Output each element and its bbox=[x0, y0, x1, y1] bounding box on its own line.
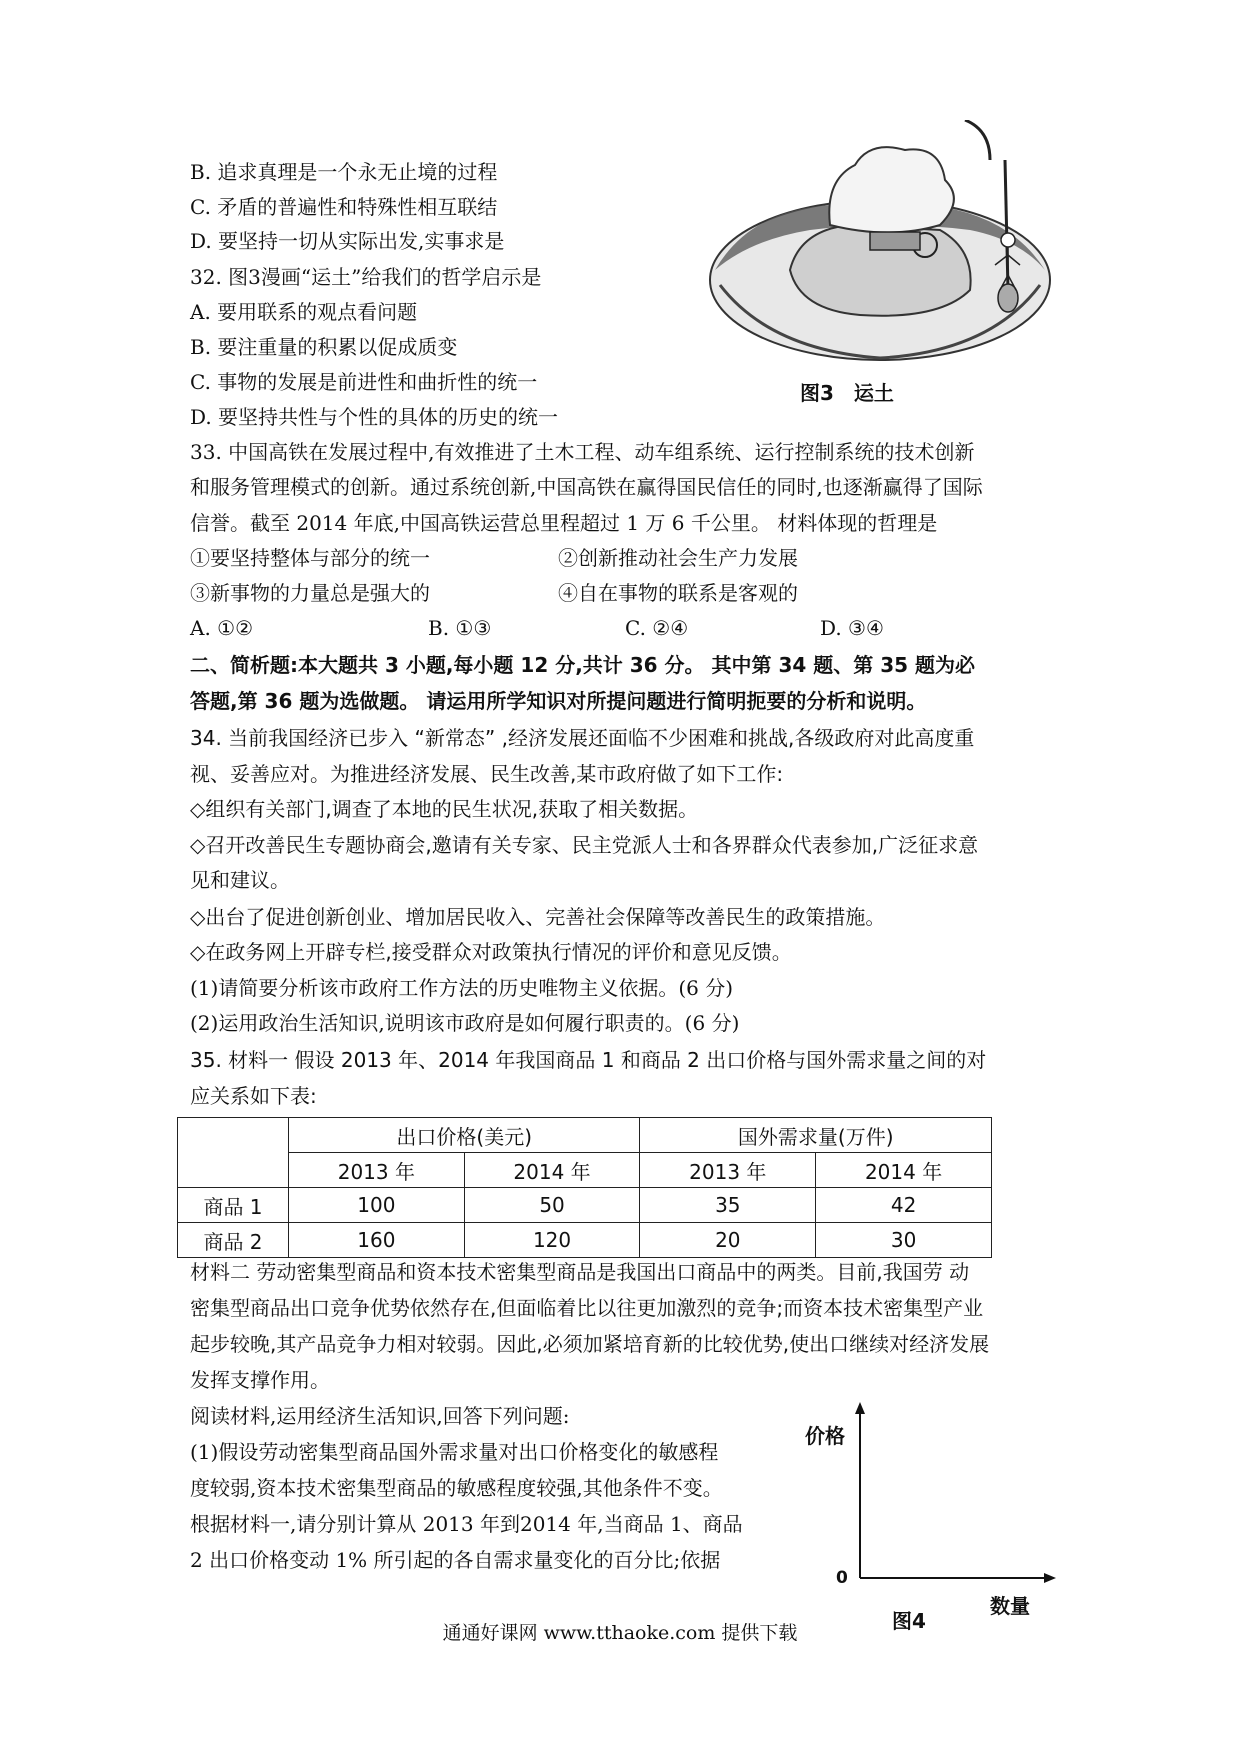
q33-statement-4: ④自在事物的联系是客观的 bbox=[558, 581, 798, 605]
q35-read-instruction: 阅读材料,运用经济生活知识,回答下列问题: bbox=[190, 1404, 570, 1428]
figure4-caption: 图4 bbox=[892, 1609, 926, 1633]
figure3-cartoon bbox=[690, 120, 1070, 380]
q34-bullet-2b: 见和建议。 bbox=[190, 868, 290, 892]
q34-line-1: 34. 当前我国经济已步入 “新常态” ,经济发展还面临不少困难和挑战,各级政府对此高度重 bbox=[190, 726, 975, 750]
q32-option-a: A. 要用联系的观点看问题 bbox=[190, 300, 418, 324]
table-cell: 42 bbox=[816, 1188, 992, 1223]
table-cell: 20 bbox=[640, 1223, 816, 1258]
table-cell: 35 bbox=[640, 1188, 816, 1223]
figure4-origin-label: 0 bbox=[836, 1568, 848, 1588]
table-year-header: 2014 年 bbox=[464, 1153, 640, 1188]
q34-subquestion-1: (1)请简要分析该市政府工作方法的历史唯物主义依据。(6 分) bbox=[190, 976, 734, 1000]
table-cell: 100 bbox=[289, 1188, 465, 1223]
table-row bbox=[178, 1223, 992, 1258]
table-year-header: 2013 年 bbox=[640, 1153, 816, 1188]
table-row bbox=[178, 1188, 992, 1223]
q35-line-2: 应关系如下表: bbox=[190, 1084, 317, 1108]
q35-material2-line-2: 密集型商品出口竞争优势依然存在,但面临着比以往更加激烈的竞争;而资本技术密集型产业 bbox=[190, 1296, 984, 1320]
q35-sub1-line-3: 根据材料一,请分别计算从 2013 年到2014 年,当商品 1、商品 bbox=[190, 1512, 743, 1536]
q34-subquestion-2: (2)运用政治生活知识,说明该市政府是如何履行职责的。(6 分) bbox=[190, 1011, 740, 1035]
q31-option-c: C. 矛盾的普遍性和特殊性相互联结 bbox=[190, 195, 498, 219]
table-group-header-price: 出口价格(美元) bbox=[289, 1118, 640, 1153]
q33-statement-1: ①要坚持整体与部分的统一 bbox=[190, 546, 430, 570]
figure3-caption: 图3 运土 bbox=[800, 381, 894, 405]
q34-line-2: 视、妥善应对。为推进经济发展、民生改善,某市政府做了如下工作: bbox=[190, 762, 784, 786]
q32-option-d: D. 要坚持共性与个性的具体的历史的统一 bbox=[190, 405, 559, 429]
q34-bullet-1: ◇组织有关部门,调查了本地的民生状况,获取了相关数据。 bbox=[190, 797, 699, 821]
table-row-label: 商品 1 bbox=[178, 1188, 289, 1223]
q34-bullet-3: ◇出台了促进创新创业、增加居民收入、完善社会保障等改善民生的政策措施。 bbox=[190, 905, 886, 929]
price-demand-table bbox=[177, 1117, 992, 1258]
table-cell: 30 bbox=[816, 1223, 992, 1258]
page-footer: 通通好课网 www.tthaoke.com 提供下载 bbox=[442, 1622, 798, 1644]
q33-option-a: A. ①② bbox=[190, 616, 254, 640]
q35-material2-line-1: 材料二 劳动密集型商品和资本技术密集型商品是我国出口商品中的两类。目前,我国劳 动 bbox=[190, 1260, 970, 1284]
table-year-header: 2013 年 bbox=[289, 1153, 465, 1188]
table-corner-cell bbox=[178, 1118, 289, 1188]
q31-option-d: D. 要坚持一切从实际出发,实事求是 bbox=[190, 229, 505, 253]
q35-line-1: 35. 材料一 假设 2013 年、2014 年我国商品 1 和商品 2 出口价格与国外需求量之间的对 bbox=[190, 1048, 987, 1072]
q35-sub1-line-1: (1)假设劳动密集型商品国外需求量对出口价格变化的敏感程 bbox=[190, 1440, 719, 1464]
q33-statement-2: ②创新推动社会生产力发展 bbox=[558, 546, 798, 570]
table-cell: 50 bbox=[464, 1188, 640, 1223]
q35-sub1-line-2: 度较弱,资本技术密集型商品的敏感程度较强,其他条件不变。 bbox=[190, 1476, 723, 1500]
q33-statement-3: ③新事物的力量总是强大的 bbox=[190, 581, 430, 605]
q35-material2-line-3: 起步较晚,其产品竞争力相对较弱。因此,必须加紧培育新的比较优势,使出口继续对经济发展 bbox=[190, 1332, 990, 1356]
q31-option-b: B. 追求真理是一个永无止境的过程 bbox=[190, 160, 498, 184]
q34-bullet-4: ◇在政务网上开辟专栏,接受群众对政策执行情况的评价和意见反馈。 bbox=[190, 940, 792, 964]
section2-heading-line-2: 答题,第 36 题为选做题。 请运用所学知识对所提问题进行简明扼要的分析和说明。 bbox=[190, 689, 927, 713]
table-cell: 120 bbox=[464, 1223, 640, 1258]
q32-option-b: B. 要注重量的积累以促成质变 bbox=[190, 335, 458, 359]
q35-sub1-line-4: 2 出口价格变动 1% 所引起的各自需求量变化的百分比;依据 bbox=[190, 1548, 721, 1572]
table-row-label: 商品 2 bbox=[178, 1223, 289, 1258]
q33-line-3: 信誉。截至 2014 年底,中国高铁运营总里程超过 1 万 6 千公里。 材料体现的哲理是 bbox=[190, 511, 938, 535]
table-group-header-demand: 国外需求量(万件) bbox=[640, 1118, 992, 1153]
q32-option-c: C. 事物的发展是前进性和曲折性的统一 bbox=[190, 370, 538, 394]
q34-bullet-2a: ◇召开改善民生专题协商会,邀请有关专家、民主党派人士和各界群众代表参加,广泛征求意 bbox=[190, 833, 979, 857]
table-year-header: 2014 年 bbox=[816, 1153, 992, 1188]
q33-line-1: 33. 中国高铁在发展过程中,有效推进了土木工程、动车组系统、运行控制系统的技术创新 bbox=[190, 440, 975, 464]
q32-stem: 32. 图3漫画“运土”给我们的哲学启示是 bbox=[190, 265, 542, 289]
q33-line-2: 和服务管理模式的创新。通过系统创新,中国高铁在赢得国民信任的同时,也逐渐赢得了国际 bbox=[190, 475, 983, 499]
figure4-x-axis-label: 数量 bbox=[990, 1594, 1030, 1618]
table-cell: 160 bbox=[289, 1223, 465, 1258]
cartoon-illustration bbox=[690, 120, 1070, 380]
q35-material2-line-4: 发挥支撑作用。 bbox=[190, 1368, 330, 1392]
section2-heading-line-1: 二、简析题:本大题共 3 小题,每小题 12 分,共计 36 分。 其中第 34 题、第 35 题为必 bbox=[190, 653, 976, 677]
q33-option-c: C. ②④ bbox=[625, 616, 689, 640]
q33-option-d: D. ③④ bbox=[820, 616, 884, 640]
figure4-y-axis-label: 价格 bbox=[805, 1424, 845, 1448]
q33-option-b: B. ①③ bbox=[428, 616, 492, 640]
